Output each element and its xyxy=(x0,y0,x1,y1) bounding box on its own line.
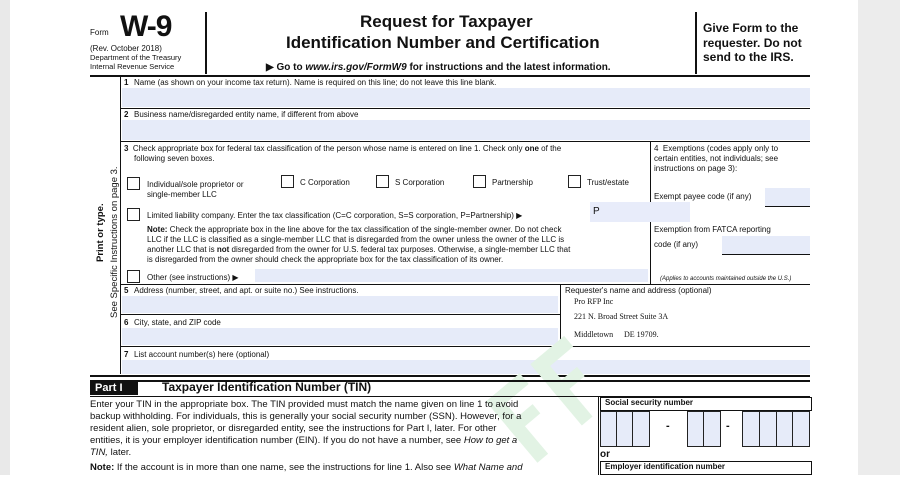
see-specific-instructions: See Specific Instructions on page 3. xyxy=(109,166,120,318)
c-corp-label: C Corporation xyxy=(300,178,350,187)
note-line2: LLC if the LLC is classified as a single-member LLC that is disregarded from the owner unless the owner of the LLC is xyxy=(147,235,565,244)
trust-estate-checkbox[interactable] xyxy=(568,175,581,188)
line5-label: Address (number, street, and apt. or suite no.) See instructions. xyxy=(134,286,359,295)
fatca-note: (Applies to accounts maintained outside the U.S.) xyxy=(660,276,792,282)
department: Department of the Treasury xyxy=(90,53,182,62)
line1-label: Name (as shown on your income tax return). Name is required on this line; do not leave this line blank. xyxy=(134,78,497,87)
ssn-serial-input[interactable] xyxy=(742,411,810,447)
account-numbers-input[interactable] xyxy=(122,360,810,374)
c-corp-checkbox[interactable] xyxy=(281,175,294,188)
other-checkbox[interactable] xyxy=(127,270,140,283)
individual-label-cont: single-member LLC xyxy=(147,190,217,199)
trust-estate-label: Trust/estate xyxy=(587,178,629,187)
partnership-label: Partnership xyxy=(492,178,533,187)
agency: Internal Revenue Service xyxy=(90,62,175,71)
note-line3: another LLC that is not disregarded from the owner for U.S. federal tax purposes. Otherwise, a single-member LLC that xyxy=(147,245,571,254)
header-divider-left xyxy=(205,12,207,74)
revision-date: (Rev. October 2018) xyxy=(90,44,162,53)
ssn-label: Social security number xyxy=(605,398,694,407)
exemptions-label-cont2: instructions on page 3): xyxy=(654,164,738,173)
llc-checkbox[interactable] xyxy=(127,208,140,221)
s-corp-checkbox[interactable] xyxy=(376,175,389,188)
fatca-input[interactable] xyxy=(722,236,810,254)
business-name-input[interactable] xyxy=(122,120,810,140)
part1-para-line1: Enter your TIN in the appropriate box. The TIN provided must match the name given on line 1 to avoid xyxy=(90,399,519,410)
give-form-line2: requester. Do not xyxy=(703,36,802,50)
viewer-left-margin xyxy=(0,0,10,475)
requester-city: Middletown xyxy=(574,330,614,339)
give-form-line1: Give Form to the xyxy=(703,21,799,35)
w9-form-page: Form W-9 (Rev. October 2018) Department of the Treasury Internal Revenue Service Request for Taxpayer Identification Number and Certification ▶ Go to www.irs.gov/FormW9 for instructions and the latest information. Give Form to the requester. Do not send to the IRS. Print or type. See Specific Instructions on page 3. 1 Name (as shown on your income tax return). Name is required on this line; do not leave this line blank. 2 Business name/disregarded entity name, if different from above 3 Check appropriate box for federal tax classification of the person whose name is entered on line 1. Check only one of the following seven boxes. Individual/sole proprietor or single-member LLC C Corporation S Corporation Partnership Trust/estate Limited liability company. Enter the tax classification (C=C corporation, S=S corporation, P=Partnership) ▶ P Note: Check the appropriate box in the line above for the tax classification of the single-member owner. Do not check LLC if the LLC is classified as a single-member LLC that is disregarded from the owner unless the owner of the LLC is another LLC that is not disregarded from the owner for U.S. federal tax purposes. Otherwise, a single-member LLC that is disregarded from the owner should check the appropriate box for the tax classification of its owner. Other (see instructions) ▶ 4 Exemptions (codes apply only to certain entities, not individuals; see instructions on page 3): Exempt payee code (if any) Exemption from FATCA reporting code (if any) (Applies to accounts maintained outside the U.S.) 5 Address (number, street, and apt. or suite no.) See instructions. 6 City, state, and ZIP code Requester's name and address (optional) Pro RFP Inc 221 N. Broad Street Suite 3A Middletown DE 19709. 7 List account number(s) here (optional) Part I Taxpayer Identification Number (TIN) Enter your TIN in the appropriate box. The TIN provided must match the name given on line 1 to avoid backup withholding. For individuals, this is generally your social security number (SSN). However, for a resident alien, sole proprietor, or disregarded entity, see the instructions for Part I, later. For other entities, it is your employer identification number (EIN). If you do not have a number, see How to get a TIN, later. Note: If the account is in more than one name, see the instructions for line 1. Also see What Name and Social security number - - or Employer identification number xyxy=(10,0,858,475)
part1-para-line5: TIN, later. xyxy=(90,447,132,458)
print-or-type: Print or type. xyxy=(95,203,106,262)
requester-name: Pro RFP Inc xyxy=(574,297,614,306)
partnership-checkbox[interactable] xyxy=(473,175,486,188)
ssn-dash-1: - xyxy=(666,420,670,432)
part1-note: Note: If the account is in more than one name, see the instructions for line 1. Also see What Name and xyxy=(90,462,523,473)
individual-checkbox[interactable] xyxy=(127,177,140,190)
or-separator: or xyxy=(600,449,610,460)
part1-badge: Part I xyxy=(90,381,138,395)
name-input[interactable] xyxy=(122,88,810,107)
form-label: Form xyxy=(90,28,109,37)
ein-label-box xyxy=(600,461,812,475)
other-label: Other (see instructions) ▶ xyxy=(147,273,239,282)
exempt-payee-label: Exempt payee code (if any) xyxy=(654,192,752,201)
part1-para-line3: resident alien, sole proprietor, or disregarded entity, see the instructions for Part I, later. For other xyxy=(90,423,497,434)
part1-para-line4: entities, it is your employer identification number (EIN). If you do not have a number, see How to get a xyxy=(90,435,518,446)
form-code: W-9 xyxy=(120,10,172,43)
header-divider-right xyxy=(695,12,697,74)
irs-url-link[interactable]: www.irs.gov/FormW9 xyxy=(305,62,407,73)
part1-para-line2: backup withholding. For individuals, this is generally your social security number (SSN). However, for a xyxy=(90,411,522,422)
ssn-group-input[interactable] xyxy=(687,411,721,447)
fatca-label-cont: code (if any) xyxy=(654,240,699,249)
exempt-payee-input[interactable] xyxy=(765,188,810,206)
line6-label: City, state, and ZIP code xyxy=(134,318,221,327)
line7-label: List account number(s) here (optional) xyxy=(134,350,270,359)
other-input[interactable] xyxy=(255,269,648,282)
individual-label: Individual/sole proprietor or xyxy=(147,180,244,189)
tin-column-divider xyxy=(598,396,599,475)
llc-classification-value: P xyxy=(593,206,600,217)
side-column-rule xyxy=(120,76,121,374)
s-corp-label: S Corporation xyxy=(395,178,445,187)
note-line4: is disregarded from the owner should check the appropriate box for the tax classification of its owner. xyxy=(147,255,504,264)
address-input[interactable] xyxy=(122,296,558,313)
llc-classification-input[interactable] xyxy=(590,202,690,222)
line3-label-cont: following seven boxes. xyxy=(134,154,215,163)
requester-street: 221 N. Broad Street Suite 3A xyxy=(574,312,669,321)
line2-label: Business name/disregarded entity name, if different from above xyxy=(134,110,359,119)
requester-state-zip: DE 19709. xyxy=(624,330,659,339)
give-form-line3: send to the IRS. xyxy=(703,50,794,64)
viewer-right-margin xyxy=(858,0,900,475)
ein-label: Employer identification number xyxy=(605,462,726,471)
part1-title: Taxpayer Identification Number (TIN) xyxy=(162,380,372,394)
line3-label: 3 Check appropriate box for federal tax classification of the person whose name is entered on line 1. Check only one of the xyxy=(124,144,562,153)
title-line2: Identification Number and Certification xyxy=(286,33,600,52)
exemptions-label: 4 Exemptions (codes apply only to xyxy=(654,144,779,153)
fatca-label: Exemption from FATCA reporting xyxy=(654,225,771,234)
note-line1: Note: Check the appropriate box in the line above for the tax classification of the single-member owner. Do not check xyxy=(147,225,562,234)
ssn-dash-2: - xyxy=(726,420,730,432)
goto-instructions: ▶ Go to www.irs.gov/FormW9 for instructions and the latest information. xyxy=(266,62,611,73)
exemptions-label-cont1: certain entities, not individuals; see xyxy=(654,154,779,163)
requester-label: Requester's name and address (optional) xyxy=(565,286,712,295)
ssn-area-input[interactable] xyxy=(600,411,650,447)
title-line1: Request for Taxpayer xyxy=(360,12,533,31)
header-bottom-rule xyxy=(90,75,810,77)
llc-label: Limited liability company. Enter the tax classification (C=C corporation, S=S corporation, P=Partnership) ▶ xyxy=(147,211,523,220)
ssn-label-box xyxy=(600,397,812,411)
